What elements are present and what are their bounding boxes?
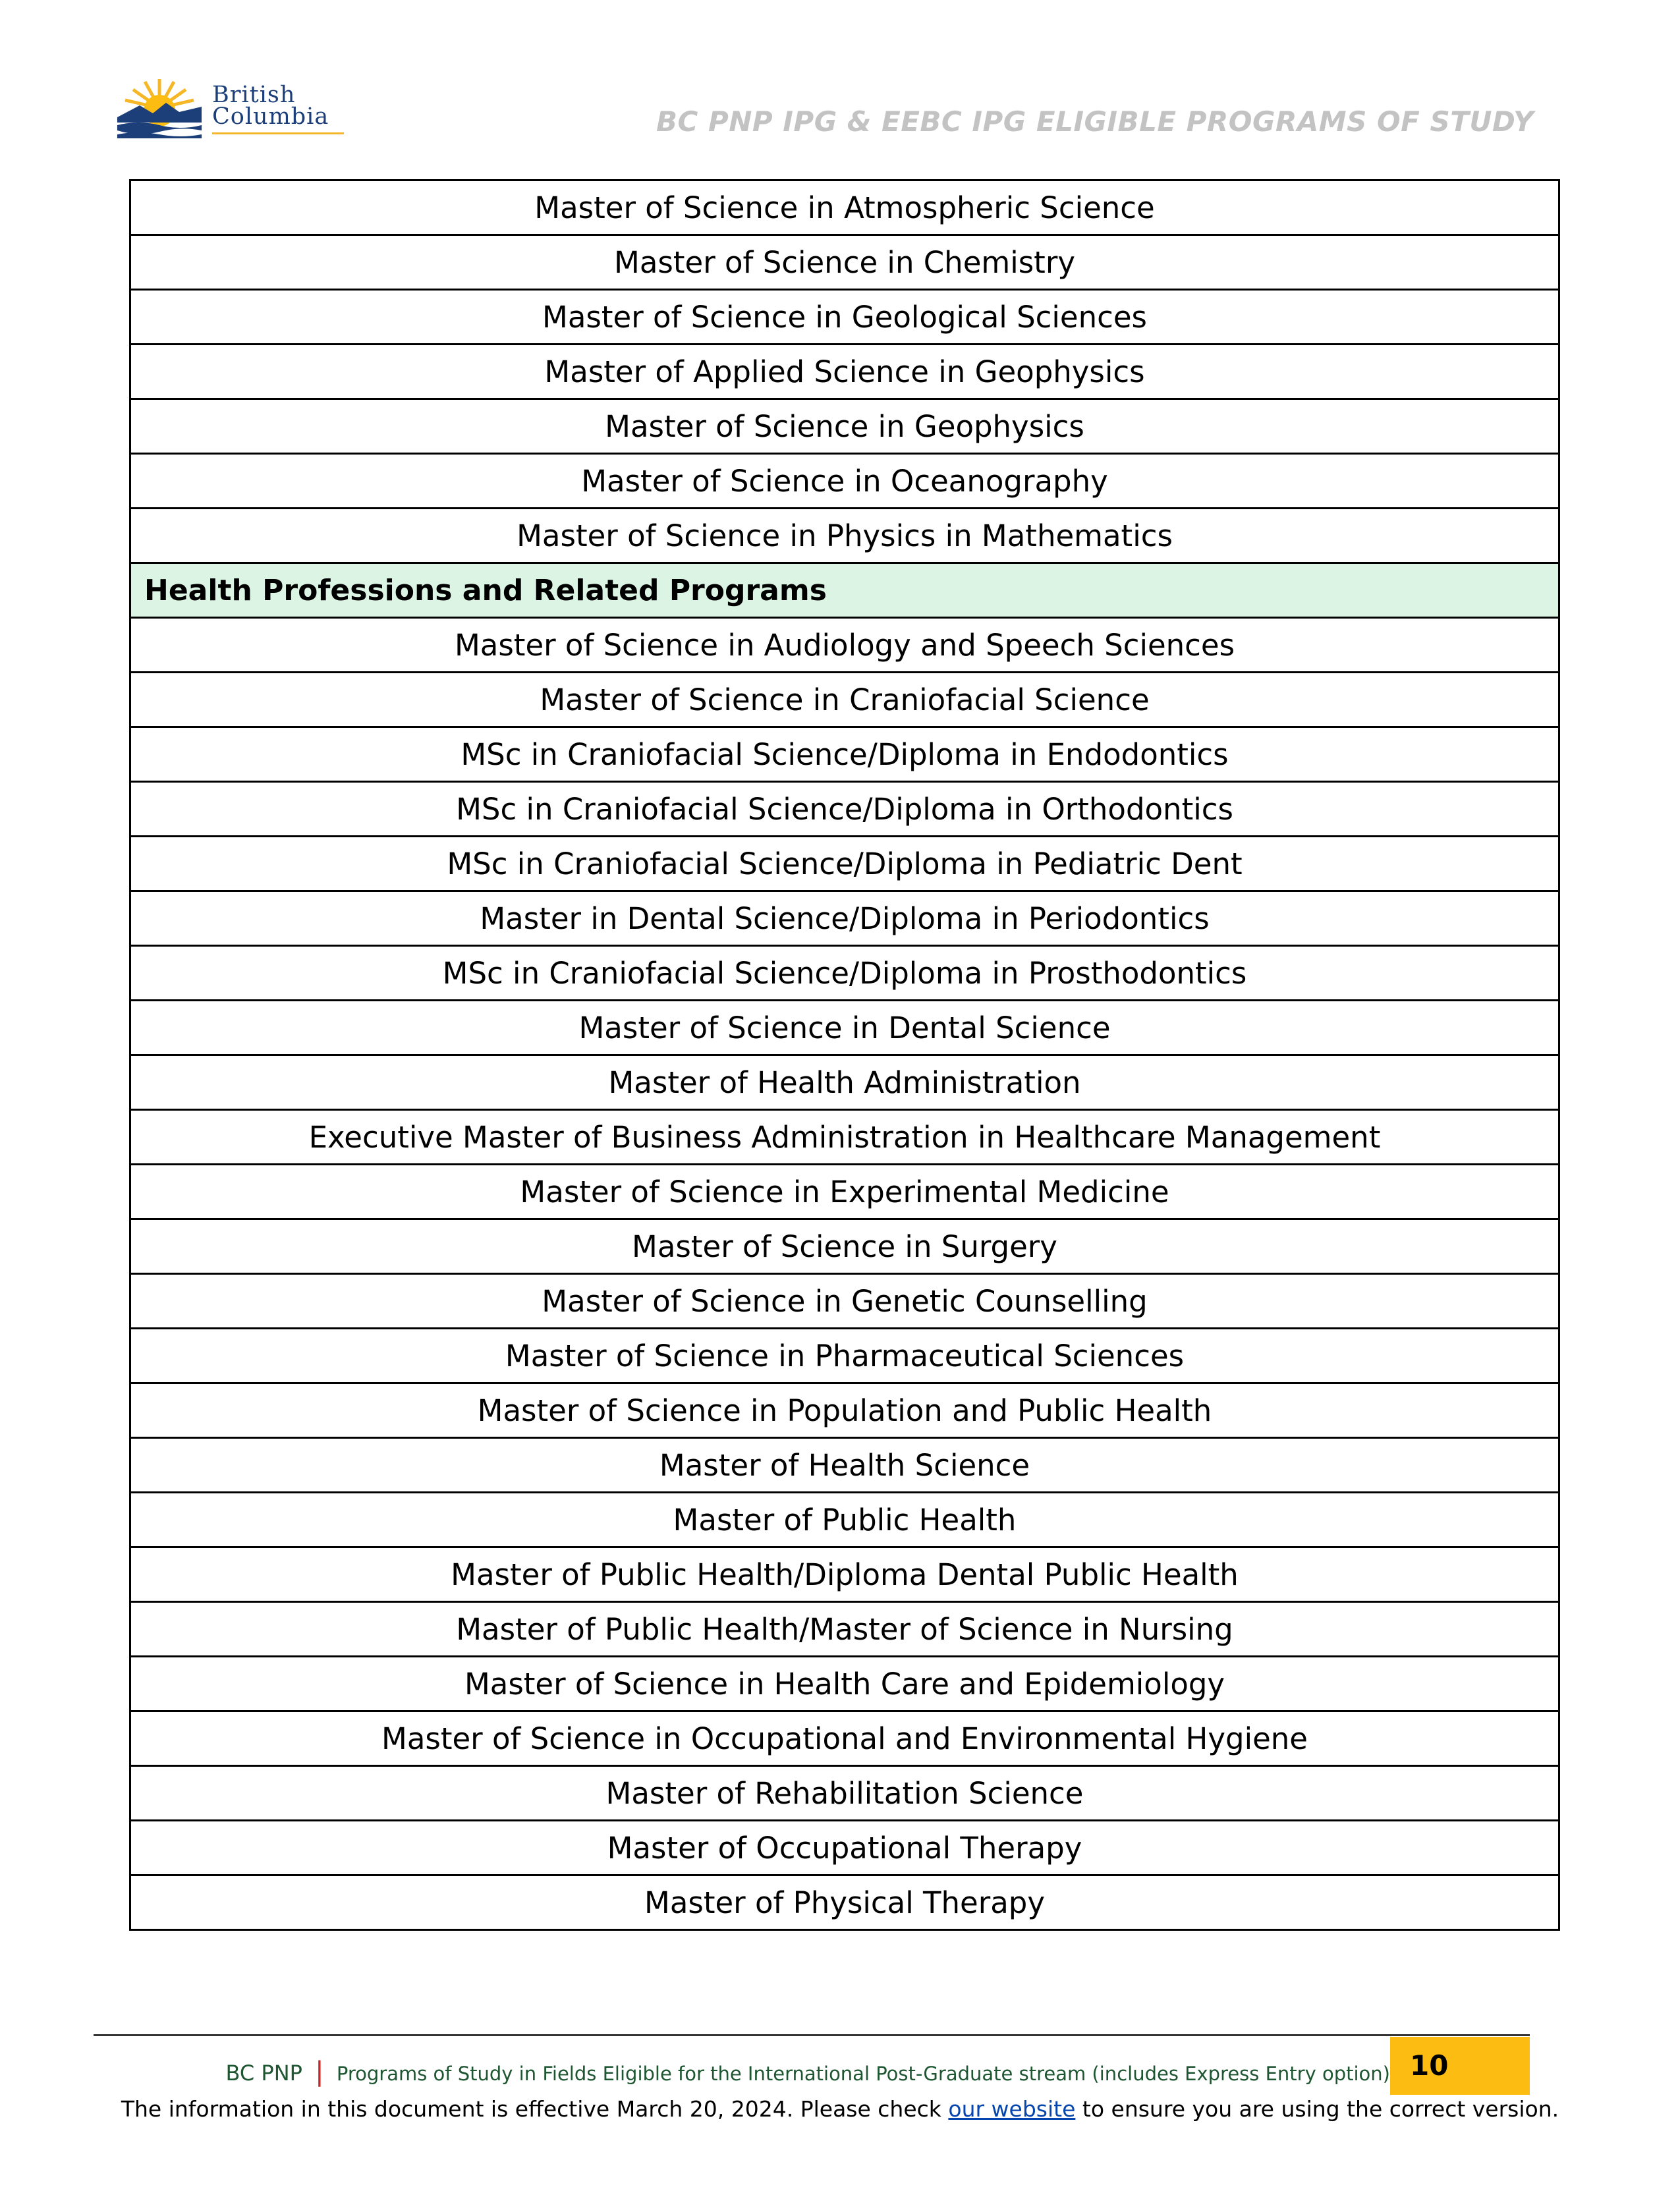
- table-row: [130, 837, 1559, 891]
- table-row: [130, 1329, 1559, 1383]
- table-row: [130, 891, 1559, 946]
- table-row: [130, 1875, 1559, 1930]
- table-row: [130, 1219, 1559, 1274]
- footer-org: BC PNP: [225, 2061, 302, 2086]
- program-cell: Master of Public Health/Master of Science in Nursing: [130, 1602, 1559, 1657]
- table-row: [130, 1274, 1559, 1329]
- programs-table: [129, 179, 1560, 1931]
- section-header-cell: Health Professions and Related Programs: [130, 563, 1559, 618]
- program-cell: Master of Science in Dental Science: [130, 1001, 1559, 1055]
- program-cell: MSc in Craniofacial Science/Diploma in Prosthodontics: [130, 946, 1559, 1001]
- table-row: [130, 290, 1559, 345]
- program-cell: Master of Science in Atmospheric Science: [130, 180, 1559, 235]
- program-cell: Master of Occupational Therapy: [130, 1821, 1559, 1875]
- footer-caption: [0, 2055, 1390, 2088]
- programs-table-body: [130, 180, 1559, 1930]
- table-row: [130, 1602, 1559, 1657]
- program-cell: Master of Health Administration: [130, 1055, 1559, 1110]
- table-row: [130, 1657, 1559, 1711]
- table-row: [130, 1493, 1559, 1547]
- program-cell: Master of Science in Craniofacial Science: [130, 673, 1559, 727]
- program-cell: Master of Physical Therapy: [130, 1875, 1559, 1930]
- footer-description: Programs of Study in Fields Eligible for the International Post-Graduate stream (includes Express Entry option): [336, 2063, 1390, 2085]
- table-row: [130, 454, 1559, 509]
- program-cell: Master of Science in Geological Sciences: [130, 290, 1559, 345]
- program-cell: MSc in Craniofacial Science/Diploma in Orthodontics: [130, 782, 1559, 837]
- logo-line-1: British: [212, 82, 296, 108]
- table-row: [130, 727, 1559, 782]
- program-cell: Master in Dental Science/Diploma in Periodontics: [130, 891, 1559, 946]
- program-cell: Master of Science in Oceanography: [130, 454, 1559, 509]
- website-link[interactable]: our website: [948, 2096, 1076, 2122]
- footer-notice-text-1: The information in this document is effective March 20, 2024. Please check: [121, 2096, 949, 2122]
- program-cell: Master of Science in Physics in Mathematics: [130, 509, 1559, 563]
- program-cell: Master of Science in Experimental Medicine: [130, 1165, 1559, 1219]
- program-cell: Master of Applied Science in Geophysics: [130, 345, 1559, 399]
- table-row: [130, 946, 1559, 1001]
- table-row: [130, 1711, 1559, 1766]
- program-cell: Master of Public Health/Diploma Dental Public Health: [130, 1547, 1559, 1602]
- program-cell: Master of Science in Surgery: [130, 1219, 1559, 1274]
- program-cell: Master of Science in Audiology and Speech Sciences: [130, 618, 1559, 673]
- program-cell: Master of Science in Chemistry: [130, 235, 1559, 290]
- program-cell: MSc in Craniofacial Science/Diploma in Pediatric Dent: [130, 837, 1559, 891]
- table-row: [130, 782, 1559, 837]
- table-row: [130, 1766, 1559, 1821]
- logo-underline: [212, 132, 344, 134]
- table-row: [130, 1165, 1559, 1219]
- program-cell: Master of Science in Occupational and Environmental Hygiene: [130, 1711, 1559, 1766]
- table-row: [130, 509, 1559, 563]
- table-row: [130, 235, 1559, 290]
- bc-logo: [113, 74, 350, 140]
- table-row: [130, 1001, 1559, 1055]
- footer-divider: [94, 2034, 1530, 2036]
- table-row: [130, 673, 1559, 727]
- program-cell: Master of Science in Population and Public Health: [130, 1383, 1559, 1438]
- table-row: [130, 618, 1559, 673]
- program-cell: Master of Rehabilitation Science: [130, 1766, 1559, 1821]
- table-row: [130, 1547, 1559, 1602]
- footer-notice: [0, 2096, 1680, 2122]
- section-header-row: [130, 563, 1559, 618]
- program-cell: MSc in Craniofacial Science/Diploma in Endodontics: [130, 727, 1559, 782]
- logo-line-2: Columbia: [212, 103, 329, 130]
- table-row: [130, 1055, 1559, 1110]
- program-cell: Executive Master of Business Administration in Healthcare Management: [130, 1110, 1559, 1165]
- program-cell: Master of Public Health: [130, 1493, 1559, 1547]
- page-number: 10: [1390, 2037, 1530, 2095]
- program-cell: Master of Science in Genetic Counselling: [130, 1274, 1559, 1329]
- table-row: [130, 1821, 1559, 1875]
- table-row: [130, 345, 1559, 399]
- program-cell: Master of Science in Health Care and Epidemiology: [130, 1657, 1559, 1711]
- logo-wordmark: [212, 84, 329, 128]
- program-cell: Master of Science in Pharmaceutical Sciences: [130, 1329, 1559, 1383]
- program-cell: Master of Health Science: [130, 1438, 1559, 1493]
- sun-mountains-icon: [113, 74, 206, 140]
- table-row: [130, 1110, 1559, 1165]
- page-header-title: BC PNP IPG & EEBC IPG ELIGIBLE PROGRAMS OF STUDY: [656, 105, 1534, 138]
- footer-notice-text-2: to ensure you are using the correct version.: [1082, 2096, 1559, 2122]
- footer-separator: |: [315, 2057, 324, 2087]
- table-row: [130, 1383, 1559, 1438]
- table-row: [130, 180, 1559, 235]
- table-row: [130, 399, 1559, 454]
- program-cell: Master of Science in Geophysics: [130, 399, 1559, 454]
- table-row: [130, 1438, 1559, 1493]
